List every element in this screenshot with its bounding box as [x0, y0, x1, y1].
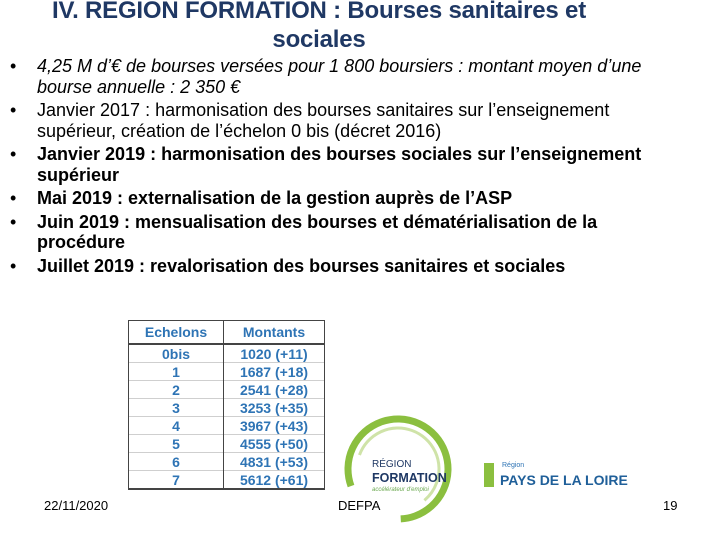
- table-cell-echelon: 2: [129, 381, 224, 399]
- table-cell-echelon: 0bis: [129, 344, 224, 363]
- bullet-text: Mai 2019 : externalisation de la gestion auprès de l’ASP: [37, 188, 513, 208]
- bullet-item: [10, 56, 650, 97]
- bullet-item: [10, 188, 650, 209]
- bullet-text: Janvier 2017 : harmonisation des bourses sanitaires sur l’enseignement supérieur, création de l’échelon 0 bis (décret 2016): [37, 100, 610, 141]
- bullet-item: [10, 256, 650, 277]
- bullet-dot-icon: •: [10, 211, 17, 232]
- bullet-text: 4,25 M d’€ de bourses versées pour 1 800 boursiers : montant moyen d’une bourse annuelle : 2 350 €: [37, 56, 642, 97]
- bullet-dot-icon: •: [10, 100, 17, 120]
- pdl-region-label: Région: [502, 462, 525, 469]
- table-cell-montant: 5612 (+61): [224, 471, 325, 490]
- pdl-name-label: PAYS DE LA LOIRE: [500, 472, 628, 488]
- table-header-row: [129, 321, 325, 345]
- table-row: [129, 435, 325, 453]
- bullet-item: [10, 212, 650, 253]
- table-row: [129, 399, 325, 417]
- table-cell-echelon: 5: [129, 435, 224, 453]
- table-cell-echelon: 1: [129, 363, 224, 381]
- bullet-text: Janvier 2019 : harmonisation des bourses sociales sur l’enseignement supérieur: [37, 144, 642, 185]
- table-cell-montant: 1687 (+18): [224, 363, 325, 381]
- logo-region-label: RÉGION: [372, 459, 412, 470]
- slide-title-line2: sociales: [272, 26, 366, 53]
- logo-tagline: accélérateur d'emploi: [372, 486, 429, 493]
- bullet-text: Juillet 2019 : revalorisation des bourses sanitaires et sociales: [37, 255, 566, 276]
- bullet-dot-icon: •: [10, 188, 17, 208]
- bullet-dot-icon: •: [10, 144, 17, 164]
- table-cell-montant: 2541 (+28): [224, 381, 325, 399]
- page-number: 19: [663, 498, 678, 513]
- table-cell-echelon: 7: [129, 471, 224, 490]
- table-row: [129, 417, 325, 435]
- bullet-item: [10, 100, 650, 141]
- bullet-text: Juin 2019 : mensualisation des bourses et dématérialisation de la procédure: [37, 211, 598, 252]
- table-cell-montant: 3253 (+35): [224, 399, 325, 417]
- region-formation-logo-text: [372, 460, 447, 493]
- table-header-echelons: Echelons: [129, 321, 224, 345]
- bullet-list: [10, 56, 650, 279]
- bullet-dot-icon: •: [10, 255, 17, 276]
- table-cell-echelon: 3: [129, 399, 224, 417]
- table-cell-montant: 3967 (+43): [224, 417, 325, 435]
- table-row: [129, 381, 325, 399]
- table-row: [129, 344, 325, 363]
- table-row: [129, 471, 325, 490]
- table-header-montants: Montants: [224, 321, 325, 345]
- table-row: [129, 363, 325, 381]
- bullet-item: [10, 144, 650, 185]
- footer-date: 22/11/2020: [44, 498, 109, 513]
- bullet-dot-icon: •: [10, 56, 17, 76]
- slide-title: [0, 0, 650, 54]
- table-row: [129, 453, 325, 471]
- table-cell-echelon: 6: [129, 453, 224, 471]
- footer-center: DEFPA: [338, 498, 381, 513]
- slide-title-line1: IV. REGION FORMATION : Bourses sanitaires et: [52, 0, 586, 24]
- table-cell-montant: 4555 (+50): [224, 435, 325, 453]
- logo-formation-label: FORMATION: [372, 471, 447, 485]
- table-cell-echelon: 4: [129, 417, 224, 435]
- table-cell-montant: 1020 (+11): [224, 344, 325, 363]
- table-cell-montant: 4831 (+53): [224, 453, 325, 471]
- echelons-table: [128, 320, 325, 490]
